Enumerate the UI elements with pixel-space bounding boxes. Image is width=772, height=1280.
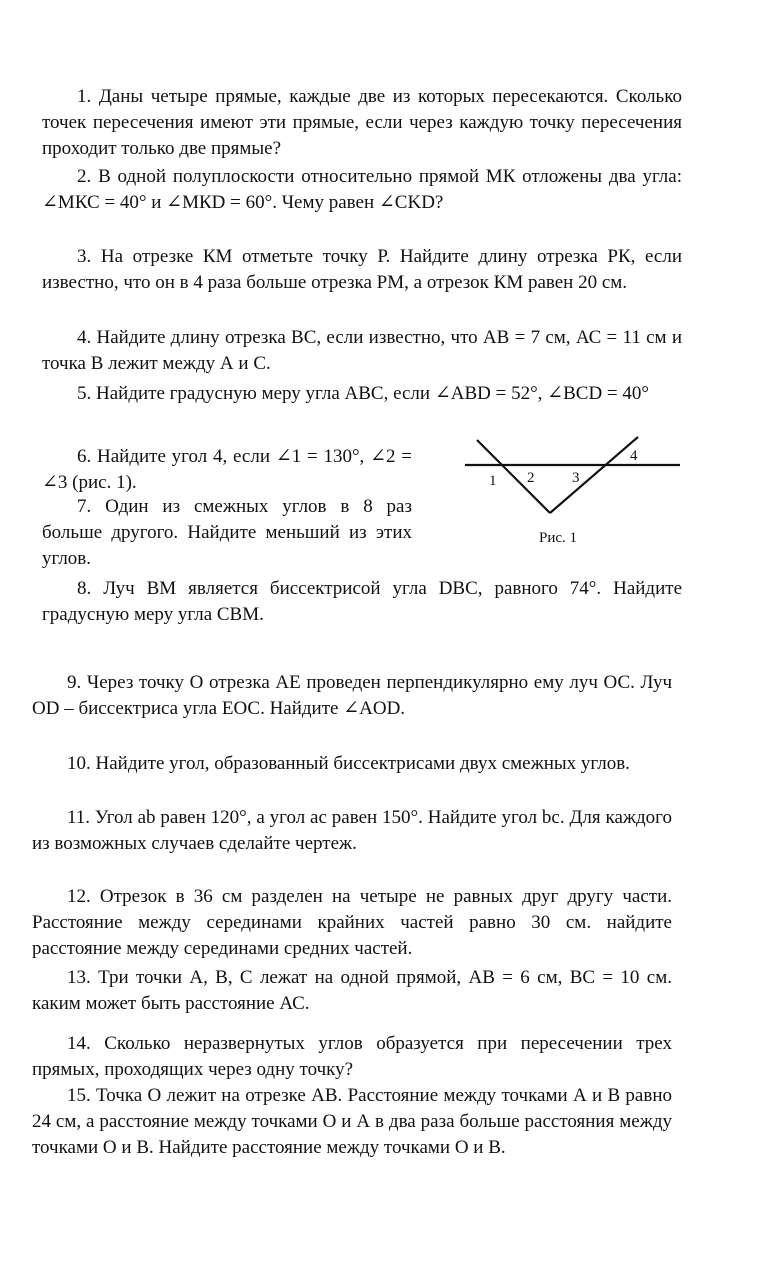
problem-3-text: 3. На отрезке КМ отметьте точку Р. Найдите длину отрезка РК, если известно, что он в 4 раза больше отрезка РМ, а отрезок КМ равен 20 см. [42,246,682,293]
problem-9 [32,670,672,722]
problem-12-text: 12. Отрезок в 36 см разделен на четыре не равных друг другу части. Расстояние между серединами крайних частей равно 30 см. найдите расстояние между серединами средних частей. [32,886,672,959]
figure-caption: Рис. 1 [539,530,578,546]
problem-14 [32,1031,672,1083]
right-ray [550,437,638,513]
problem-2-text: 2. В одной полуплоскости относительно прямой МК отложены два угла: ∠МКС = 40° и ∠МКD = 60°. Чему равен ∠CKD? [42,166,682,213]
problem-8-text: 8. Луч ВМ является биссектрисой угла DBC, равного 74°. Найдите градусную меру угла СВМ. [42,578,682,625]
problem-11-text: 11. Угол ab равен 120°, а угол ac равен 150°. Найдите угол bc. Для каждого из возможных случаев сделайте чертеж. [32,807,672,854]
left-ray [477,440,550,513]
problem-7-text: 7. Один из смежных углов в 8 раз больше другого. Найдите меньший из этих углов. [42,496,412,569]
angles-diagram [455,432,695,552]
problem-12 [32,884,672,962]
problem-11 [32,805,672,857]
problem-10 [32,751,672,777]
problem-15 [32,1083,672,1161]
angle-label-2: 2 [527,470,535,486]
problem-7 [42,494,412,572]
problem-10-text: 10. Найдите угол, образованный биссектрисами двух смежных углов. [67,753,630,774]
figure-1 [455,432,695,552]
problem-2 [42,164,682,216]
problem-5-text: 5. Найдите градусную меру угла АВС, если ∠ABD = 52°, ∠BCD = 40° [77,383,649,404]
angle-label-3: 3 [572,470,580,486]
problem-15-text: 15. Точка О лежит на отрезке АВ. Расстояние между точками А и В равно 24 см, а расстояние между точками О и А в два раза больше расстояния между точками О и В. Найдите расстояние между точками О и В. [32,1085,672,1158]
problem-6-text: 6. Найдите угол 4, если ∠1 = 130°, ∠2 = ∠3 (рис. 1). [42,446,412,493]
problem-9-text: 9. Через точку О отрезка АЕ проведен перпендикулярно ему луч ОС. Луч OD – биссектриса угла ЕОС. Найдите ∠AOD. [32,672,672,719]
problem-13-text: 13. Три точки А, В, С лежат на одной прямой, АВ = 6 см, ВС = 10 см. каким может быть расстояние АС. [32,967,672,1014]
problem-3 [42,244,682,296]
problem-6 [42,444,412,496]
problem-8 [42,576,682,628]
problem-14-text: 14. Сколько неразвернутых углов образуется при пересечении трех прямых, проходящих через одну точку? [32,1033,672,1080]
problem-1 [42,84,682,162]
problem-1-text: 1. Даны четыре прямые, каждые две из которых пересекаются. Сколько точек пересечения имеют эти прямые, если через каждую точку пересечения проходит только две прямые? [42,86,682,159]
angle-label-4: 4 [630,448,638,464]
problem-4-text: 4. Найдите длину отрезка ВС, если известно, что АВ = 7 см, АС = 11 см и точка В лежит между А и С. [42,327,682,374]
problem-13 [32,965,672,1017]
angle-label-1: 1 [489,473,497,489]
problem-5 [42,381,682,407]
problem-4 [42,325,682,377]
